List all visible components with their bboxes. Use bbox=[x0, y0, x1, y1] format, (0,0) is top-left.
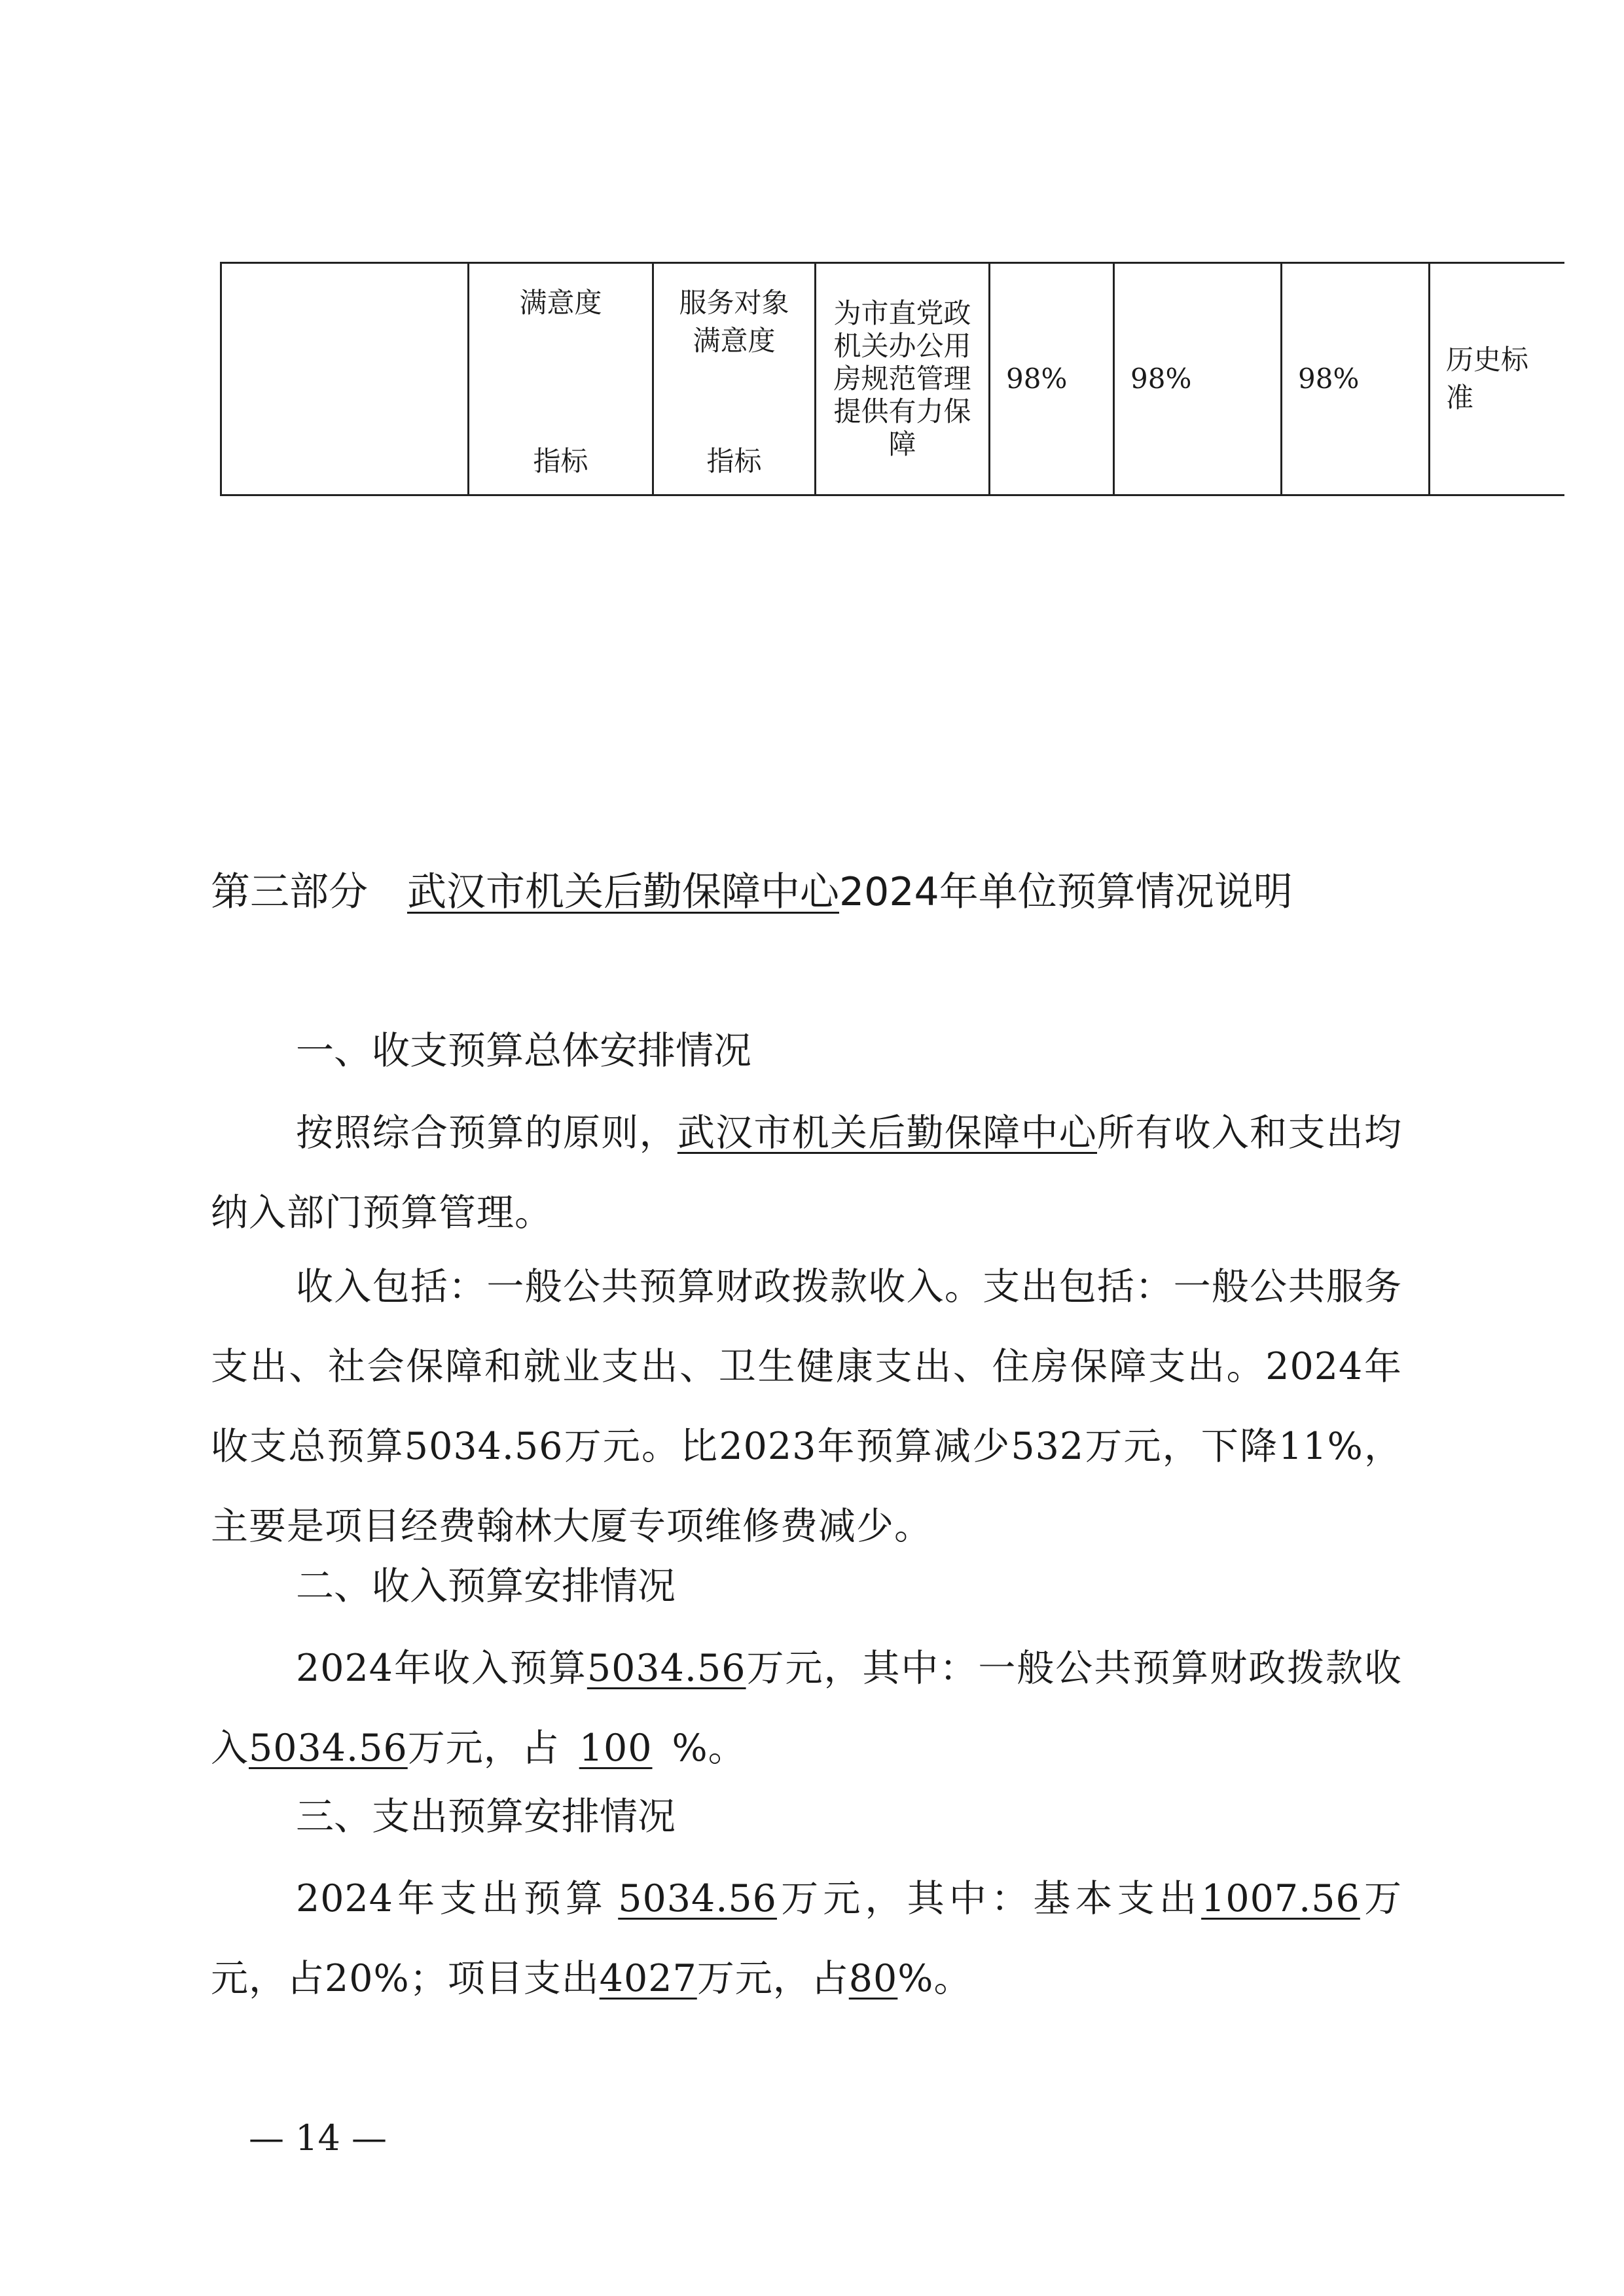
heading-prefix: 第三部分 bbox=[211, 869, 407, 915]
table-cell-value-1: 98% bbox=[990, 263, 1114, 495]
paragraph-2: 收入包括：一般公共预算财政拨款收入。支出包括：一般公共服务支出、社会保障和就业支出、卫生健康支出、住房保障支出。2024年收支总预算5034.56万元。比2023年预算减少532万元，下降11%，主要是项目经费翰林大厦专项维修费减少。 bbox=[211, 1265, 1402, 1548]
subheading-3: 三、支出预算安排情况 bbox=[296, 1794, 676, 1839]
table-cell-indicator bbox=[653, 263, 816, 495]
paragraph-4 bbox=[211, 1859, 1402, 2018]
p3-value-2: 5034.56 bbox=[249, 1727, 408, 1770]
heading-org: 武汉市机关后勤保障中心 bbox=[407, 869, 839, 915]
table-row bbox=[221, 263, 1564, 495]
p4-value-3: 4027 bbox=[599, 1957, 697, 2000]
table-cell-empty bbox=[221, 263, 469, 495]
p3-text-a: 2024年收入预算 bbox=[296, 1647, 587, 1690]
paragraph-1 bbox=[211, 1093, 1402, 1253]
section-heading bbox=[211, 863, 1454, 922]
p4-text-e: %。 bbox=[897, 1957, 972, 2000]
indicator-label: 服务对象满意度 bbox=[679, 287, 789, 357]
indicator-type: 指标 bbox=[706, 445, 762, 477]
p3-value-1: 5034.56 bbox=[586, 1647, 746, 1690]
p3-text-b: 万元，其中：一般公共预算财政拨款收入 bbox=[211, 1647, 1402, 1770]
p4-text-b: 万元，其中：基本支出 bbox=[776, 1877, 1202, 1920]
p3-text-c: 万元，占 bbox=[407, 1727, 560, 1770]
p4-text-d: 万元，占 bbox=[696, 1957, 849, 2000]
heading-suffix: 2024年单位预算情况说明 bbox=[839, 869, 1293, 915]
p4-value-2: 1007.56 bbox=[1201, 1877, 1360, 1920]
p1-text-b: 所有收入和支出均纳入部门预算管理。 bbox=[211, 1111, 1403, 1234]
p4-value-1: 5034.56 bbox=[618, 1877, 777, 1920]
subheading-1: 一、收支预算总体安排情况 bbox=[296, 1028, 752, 1073]
p4-text-a: 2024年支出预算 bbox=[296, 1877, 608, 1920]
paragraph-3 bbox=[211, 1628, 1402, 1788]
p1-text-a: 按照综合预算的原则， bbox=[296, 1111, 677, 1155]
p1-org: 武汉市机关后勤保障中心 bbox=[677, 1111, 1098, 1155]
performance-table bbox=[220, 262, 1564, 496]
table-cell-target: 为市直党政机关办公用房规范管理提供有力保障 bbox=[816, 263, 990, 495]
table-cell-standard: 历史标准 bbox=[1430, 263, 1564, 495]
subheading-2: 二、收入预算安排情况 bbox=[296, 1564, 676, 1608]
table-cell-value-3: 98% bbox=[1282, 263, 1430, 495]
table-cell-category bbox=[469, 263, 653, 495]
category-label: 满意度 bbox=[519, 287, 602, 319]
p4-text-c: 万元，占20%；项目支出 bbox=[211, 1877, 1403, 2000]
category-type: 指标 bbox=[533, 445, 588, 477]
page-number: — 14 — bbox=[249, 2117, 388, 2159]
p3-value-3: 100 bbox=[579, 1727, 653, 1770]
table-cell-value-2: 98% bbox=[1114, 263, 1282, 495]
p3-text-d: %。 bbox=[672, 1727, 746, 1770]
p4-value-4: 80 bbox=[848, 1957, 898, 2000]
